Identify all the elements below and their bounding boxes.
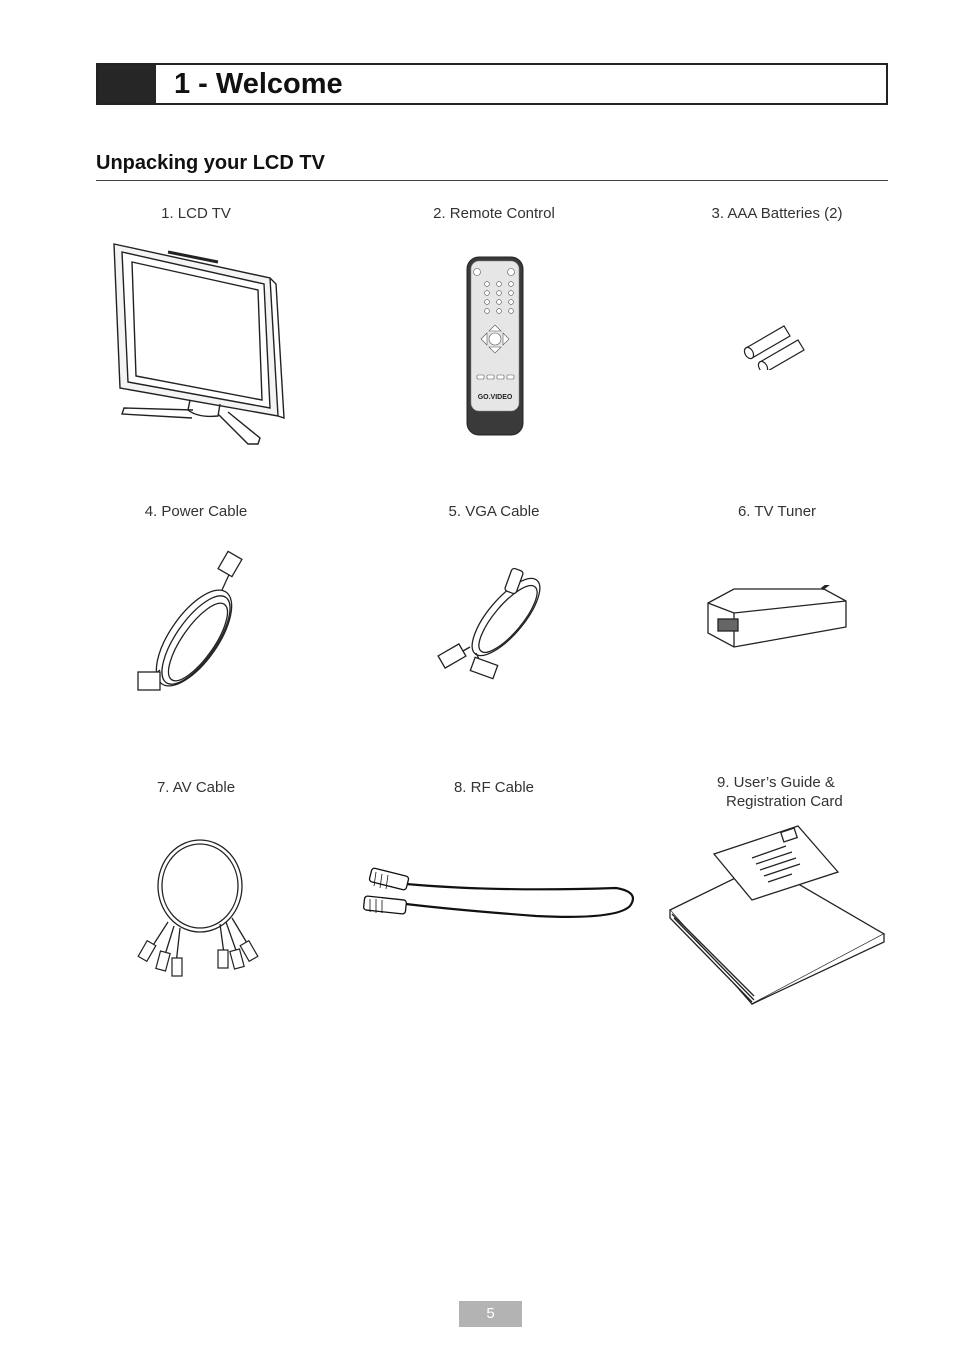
chapter-header [96, 63, 888, 105]
chapter-title: 1 - Welcome [174, 68, 343, 100]
power-cable-illustration [136, 540, 256, 696]
section-heading [96, 152, 888, 181]
caption-remote-control: 2. Remote Control [433, 205, 555, 222]
users-guide-illustration [666, 824, 888, 1008]
remote-control-illustration [465, 255, 525, 437]
av-cable-illustration [128, 838, 260, 994]
caption-tv-tuner: 6. TV Tuner [737, 503, 817, 520]
caption-rf-cable: 8. RF Cable [453, 779, 535, 796]
caption-users-guide-line2: Registration Card [726, 793, 843, 810]
tv-tuner-illustration [704, 585, 850, 651]
caption-power-cable: 4. Power Cable [144, 503, 248, 520]
caption-lcd-tv: 1. LCD TV [161, 205, 231, 222]
remote-brand-label: GO.VIDEO [477, 394, 513, 401]
caption-av-cable: 7. AV Cable [156, 779, 236, 796]
lcd-tv-illustration [108, 238, 286, 450]
section-title: Unpacking your LCD TV [96, 152, 325, 174]
page-number: 5 [459, 1301, 522, 1327]
chapter-tab [98, 65, 156, 103]
caption-users-guide-line1: 9. User’s Guide & [717, 774, 835, 791]
caption-users-guide [660, 773, 860, 811]
caption-vga-cable: 5. VGA Cable [448, 503, 540, 520]
caption-aaa-batteries: 3. AAA Batteries (2) [711, 205, 843, 222]
vga-cable-illustration [436, 555, 554, 680]
aaa-batteries-illustration [740, 318, 814, 370]
rf-cable-illustration [356, 864, 638, 924]
